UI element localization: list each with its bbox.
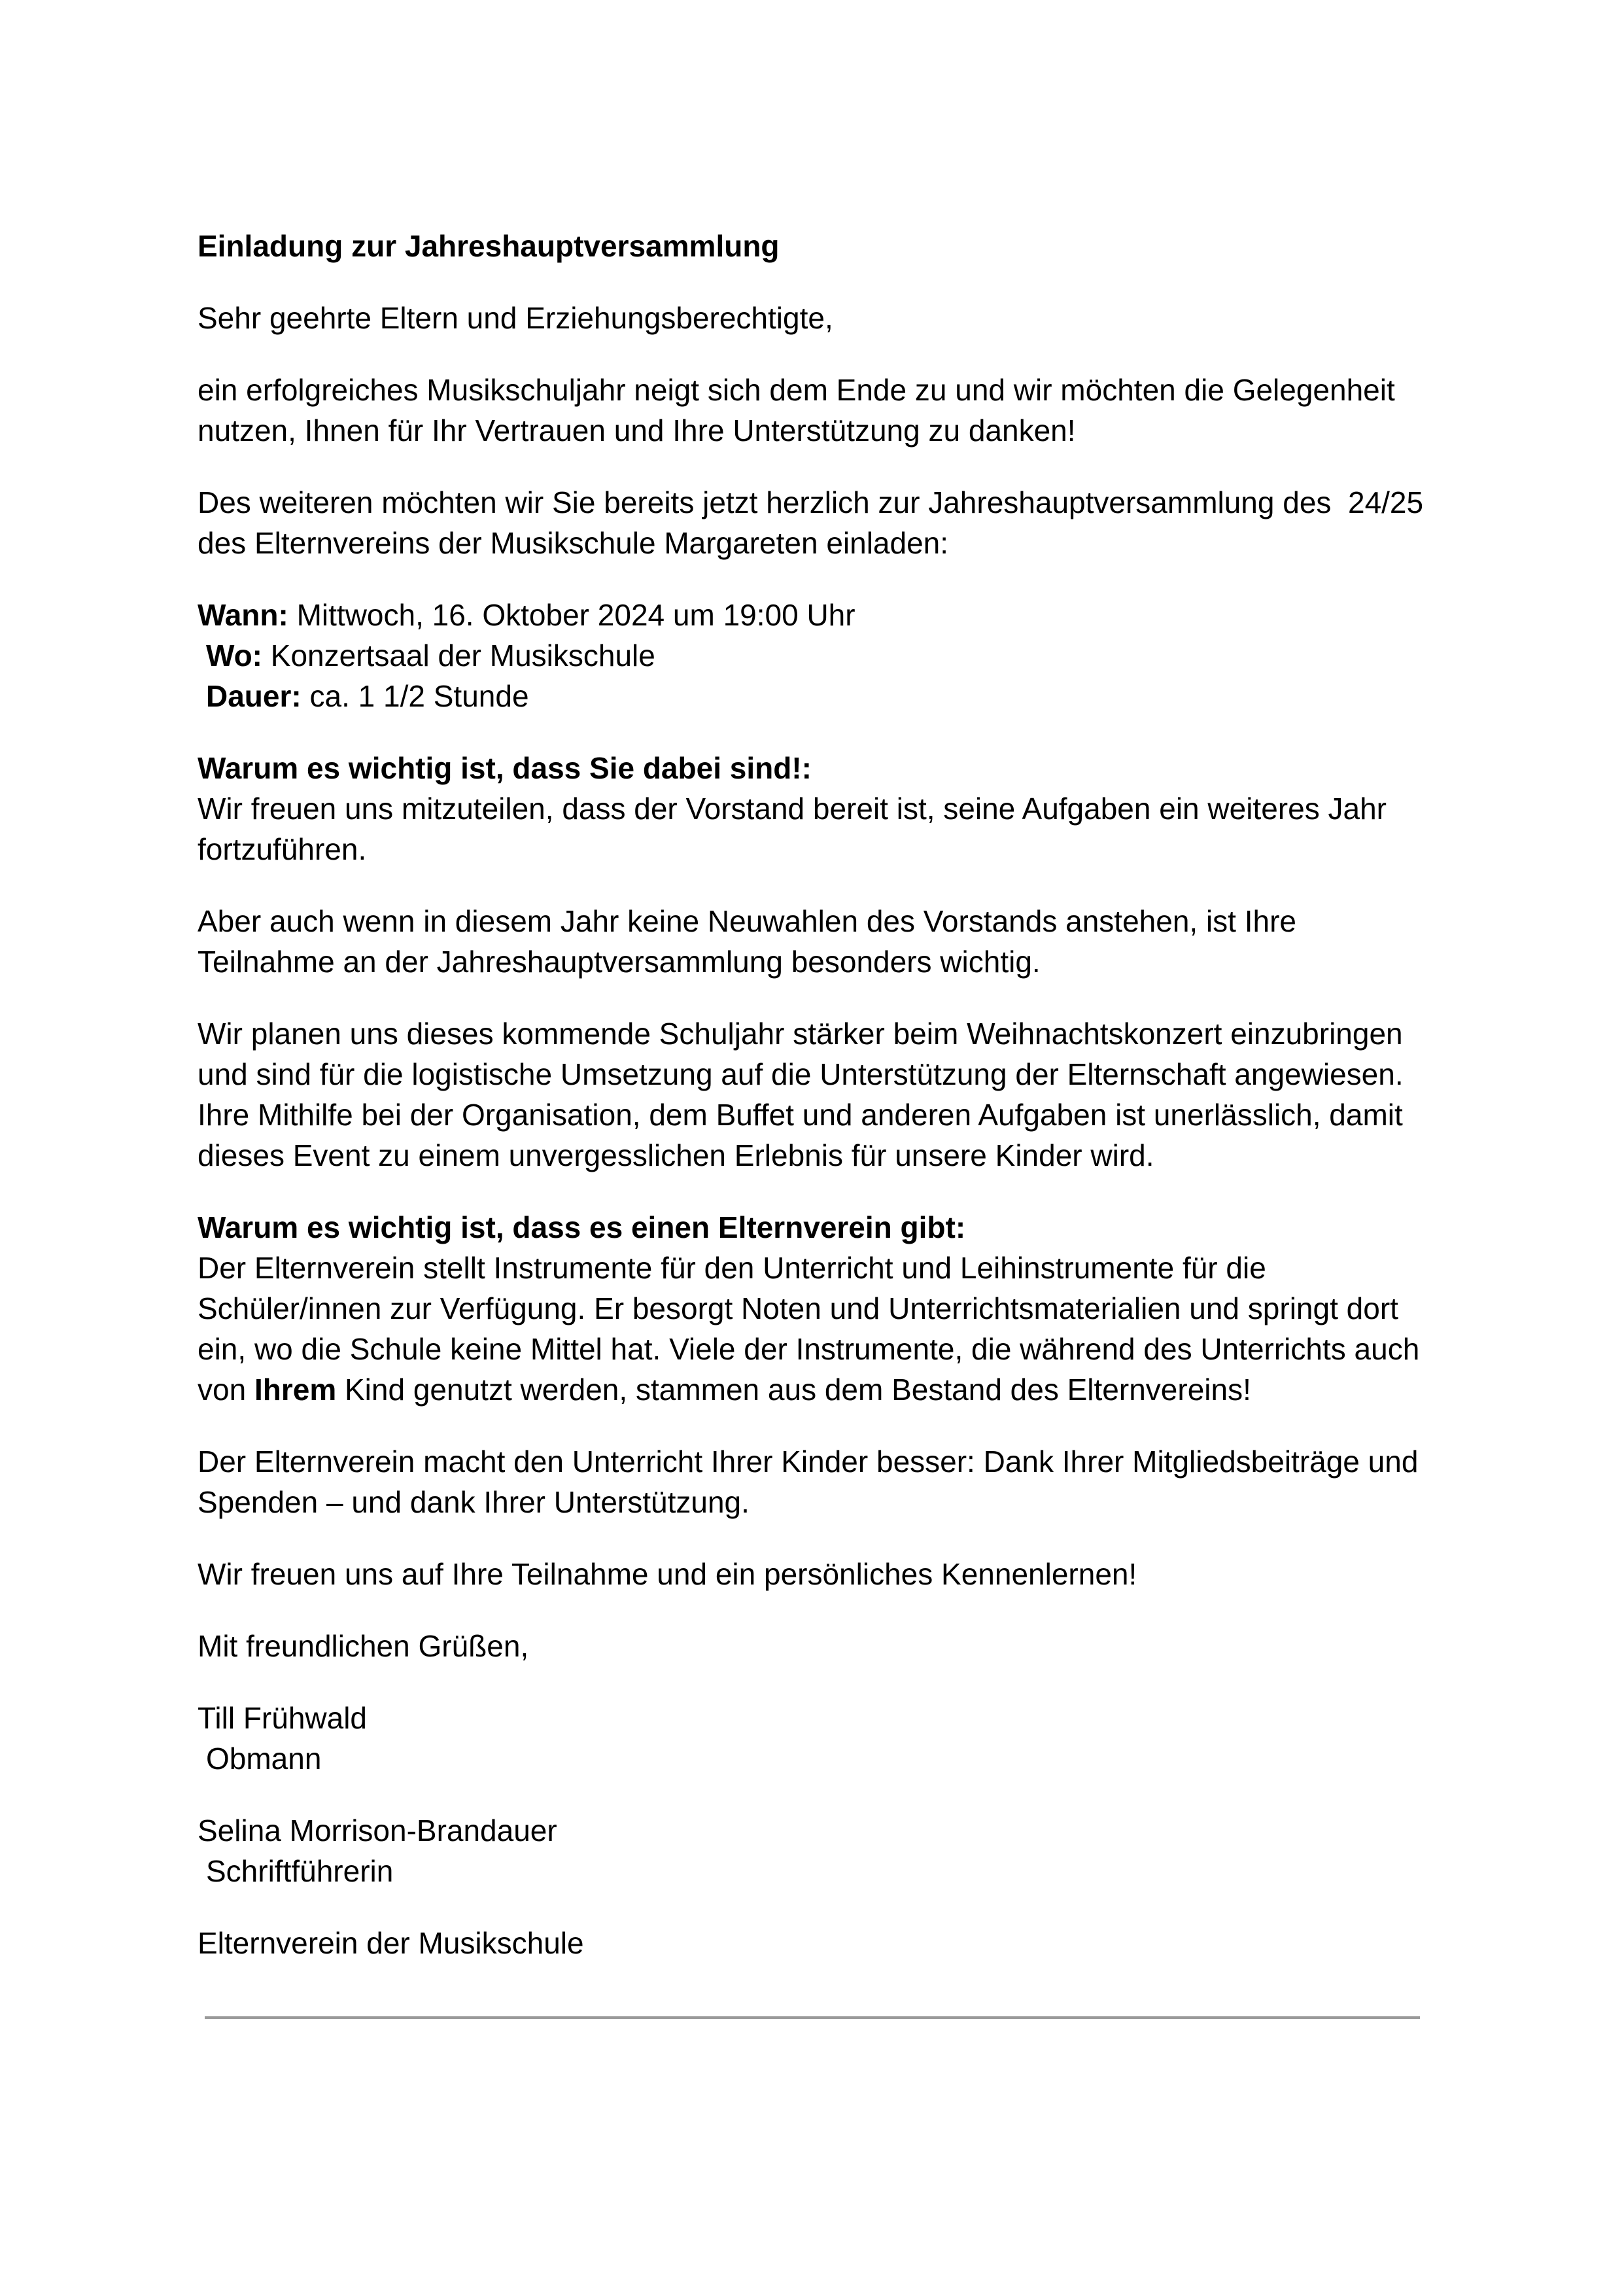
signer-block [198, 1810, 1440, 1891]
when-value: Mittwoch, 16. Oktober 2024 um 19:00 Uhr [288, 598, 855, 632]
last-line-bold: Ihrem [254, 1373, 337, 1407]
christmas-line: und sind für die logistische Umsetzung auf die Unterstützung der Elternschaft angewiesen. [198, 1057, 1404, 1091]
christmas-line: Ihre Mithilfe bei der Organisation, dem Buffet und anderen Aufgaben ist unerlässlich, damit [198, 1098, 1403, 1132]
when-label: Wann: [198, 598, 288, 632]
why-association-line: Der Elternverein stellt Instrumente für den Unterricht und Leihinstrumente für die [198, 1251, 1266, 1285]
invite-line: des Elternvereins der Musikschule Margareten einladen: [198, 526, 949, 560]
organization: Elternverein der Musikschule [198, 1926, 584, 1960]
where-value: Konzertsaal der Musikschule [262, 639, 655, 673]
last-line-post: Kind genutzt werden, stammen aus dem Bestand des Elternvereins! [336, 1373, 1251, 1407]
where-label: Wo: [206, 639, 263, 673]
footer-divider [205, 2016, 1420, 2019]
no-elections-line: Aber auch wenn in diesem Jahr keine Neuwahlen des Vorstands anstehen, ist Ihre [198, 904, 1297, 938]
last-line-pre: von [198, 1373, 254, 1407]
why-association-line [198, 1369, 1440, 1410]
no-elections-line: Teilnahme an der Jahreshauptversammlung besonders wichtig. [198, 945, 1041, 979]
signer-name: Selina Morrison-Brandauer [198, 1813, 557, 1848]
better-line: Der Elternverein macht den Unterricht Ihrer Kinder besser: Dank Ihrer Mitgliedsbeiträge und [198, 1445, 1419, 1479]
closing: Mit freundlichen Grüßen, [198, 1629, 529, 1663]
christmas-line: dieses Event zu einem unvergesslichen Erlebnis für unsere Kinder wird. [198, 1138, 1154, 1172]
signer-role: Schriftführerin [206, 1854, 394, 1888]
intro-line: nutzen, Ihnen für Ihr Vertrauen und Ihre Unterstützung zu danken! [198, 413, 1076, 447]
intro-line: ein erfolgreiches Musikschuljahr neigt sich dem Ende zu und wir möchten die Gelegenheit [198, 373, 1395, 407]
event-details [198, 595, 1440, 716]
detail-where [198, 635, 1440, 676]
better-paragraph [198, 1441, 1440, 1522]
why-association-line: Schüler/innen zur Verfügung. Er besorgt Noten und Unterrichtsmaterialien und springt dort [198, 1291, 1398, 1325]
invite-line: Des weiteren möchten wir Sie bereits jetzt herzlich zur Jahreshauptversammlung des 24/25 [198, 485, 1424, 519]
christmas-concert-paragraph [198, 1013, 1440, 1176]
signer-role: Obmann [206, 1742, 322, 1776]
signer-block [198, 1698, 1440, 1779]
letter-title: Einladung zur Jahreshauptversammlung [198, 229, 780, 263]
why-attend-line: fortzuführen. [198, 832, 367, 866]
intro-paragraph [198, 370, 1440, 451]
duration-value: ca. 1 1/2 Stunde [301, 679, 529, 713]
detail-when [198, 595, 1440, 635]
letter [198, 226, 1440, 1995]
why-attend-section [198, 748, 1440, 869]
salutation: Sehr geehrte Eltern und Erziehungsberechtigte, [198, 301, 833, 335]
why-association-heading: Warum es wichtig ist, dass es einen Elternverein gibt: [198, 1210, 966, 1244]
invite-paragraph [198, 482, 1440, 563]
signer-name: Till Frühwald [198, 1701, 368, 1735]
why-association-line: ein, wo die Schule keine Mittel hat. Viele der Instrumente, die während des Unterrichts auch [198, 1332, 1420, 1366]
no-elections-paragraph [198, 901, 1440, 982]
detail-duration [198, 676, 1440, 716]
why-association-section [198, 1207, 1440, 1410]
duration-label: Dauer: [206, 679, 302, 713]
why-attend-line: Wir freuen uns mitzuteilen, dass der Vorstand bereit ist, seine Aufgaben ein weiteres Jahr [198, 792, 1387, 826]
better-line: Spenden – und dank Ihrer Unterstützung. [198, 1485, 750, 1519]
why-attend-heading: Warum es wichtig ist, dass Sie dabei sind!: [198, 751, 812, 785]
looking-forward: Wir freuen uns auf Ihre Teilnahme und ein persönliches Kennenlernen! [198, 1557, 1137, 1591]
christmas-line: Wir planen uns dieses kommende Schuljahr stärker beim Weihnachtskonzert einzubringen [198, 1017, 1403, 1051]
